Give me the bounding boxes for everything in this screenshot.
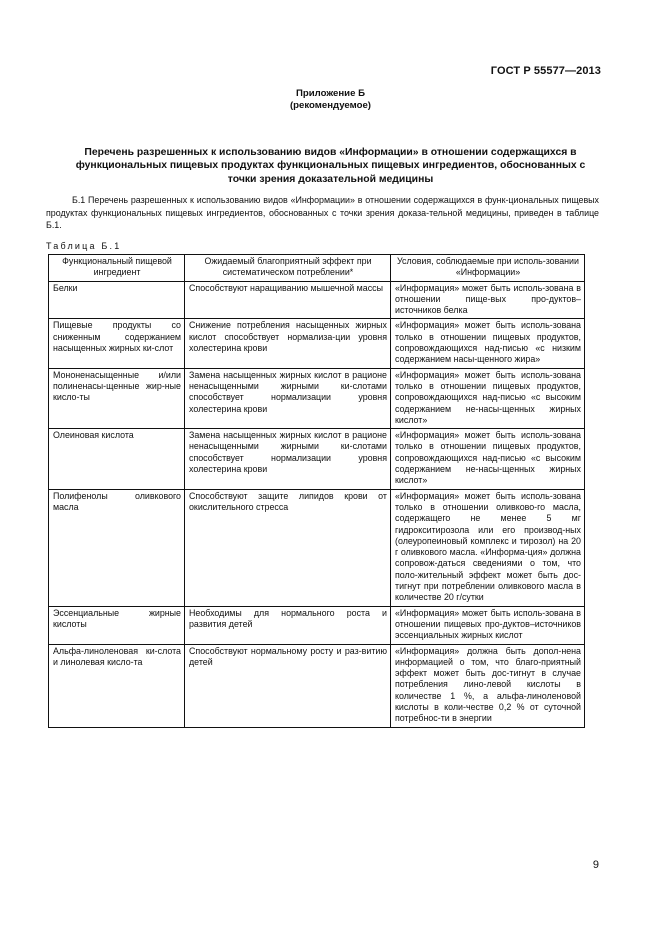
- cell-ingredient: Полифенолы оливкового масла: [49, 489, 185, 606]
- cell-conditions: «Информация» может быть исполь-зована только в отношении пищевых продуктов, сопровождающихся над-писью «с низким содержанием насы-щенного жира»: [391, 319, 585, 368]
- table-header-row: [49, 255, 585, 282]
- page-number: 9: [592, 859, 599, 871]
- table-row: [49, 644, 585, 727]
- table-row: [49, 489, 585, 606]
- cell-conditions: «Информация» должна быть допол-нена информацией о том, что благо-приятный эффект может быть дос-тигнут в случае потребления лино-левой кислоты в количестве 1 %, а альфа-линоленовой кислоты в коли-честве 0,2 % от суточной потребнос-ти в энергии: [391, 644, 585, 727]
- cell-ingredient: Белки: [49, 281, 185, 319]
- cell-effect: Способствуют защите липидов крови от окислительного стресса: [185, 489, 391, 606]
- ingredients-table: [48, 254, 585, 728]
- cell-conditions: «Информация» может быть исполь-зована только в отношении оливково-го масла, содержащего не менее 5 мг гидрокситирозола или его производ-ных (олеуропеиновый комплекс и тирозол) на 20 г оливкового масла. «Информа-ция» должна сопровож-даться сведениями о том, что поло-жительный эффект может быть дос-тигнут при потреблении оливкового масла в количестве 20 г/сутки: [391, 489, 585, 606]
- appendix-subtitle: (рекомендуемое): [289, 100, 371, 112]
- cell-effect: Снижение потребления насыщенных жирных кислот способствует нормализа-ции уровня холестерина крови: [185, 319, 391, 368]
- cell-conditions: «Информация» может быть исполь-зована в отношении пищевых про-дуктов–источников эссенциальных жирных кислот: [391, 606, 585, 644]
- document-code: ГОСТ Р 55577—2013: [490, 65, 601, 77]
- cell-conditions: «Информация» может быть исполь-зована в отношении пище-вых про-дуктов–источников белка: [391, 281, 585, 319]
- cell-effect: Способствуют нормальному росту и раз-витию детей: [185, 644, 391, 727]
- table-row: [49, 606, 585, 644]
- appendix-heading: [0, 88, 661, 113]
- cell-effect: Необходимы для нормального роста и развития детей: [185, 606, 391, 644]
- cell-conditions: «Информация» может быть исполь-зована только в отношении пищевых продуктов, сопровождающихся над-писью «с высоким содержанием не-насы-щенных жирных кислот»: [391, 368, 585, 428]
- cell-conditions: «Информация» может быть исполь-зована только в отношении пищевых продуктов, сопровождающихся над-писью «с высоким содержанием не-насы-щенных жирных кислот»: [391, 429, 585, 489]
- table-row: [49, 319, 585, 368]
- cell-ingredient: Пищевые продукты со сниженным содержанием насыщенных жирных ки-слот: [49, 319, 185, 368]
- cell-ingredient: Олеиновая кислота: [49, 429, 185, 489]
- cell-effect: Замена насыщенных жирных кислот в рационе ненасыщенными жирными ки-слотами способствует нормализации уровня холестерина крови: [185, 429, 391, 489]
- header-conditions: Условия, соблюдаемые при исполь-зовании «Информации»: [391, 255, 585, 282]
- cell-ingredient: Альфа-линоленовая ки-слота и линолевая кисло-та: [49, 644, 185, 727]
- table-row: [49, 368, 585, 428]
- header-effect: Ожидаемый благоприятный эффект при систематическом потреблении*: [185, 255, 391, 282]
- cell-effect: Способствуют наращиванию мышечной массы: [185, 281, 391, 319]
- header-ingredient: Функциональный пищевой ингредиент: [49, 255, 185, 282]
- section-title: Перечень разрешенных к использованию видов «Информации» в отношении содержащихся в функциональных пищевых продуктах функциональных пищевых ингредиентов, обоснованных с точки зрения доказательной медицины: [75, 147, 586, 185]
- intro-paragraph: Б.1 Перечень разрешенных к использованию видов «Информации» в отношении содержащихся в функ-циональных пищевых продуктах функциональных пищевых ингредиентов, обоснованных с точки зрения доказа-тельной медицины, приведен в таблице Б.1.: [46, 195, 599, 231]
- appendix-title: Приложение Б: [296, 88, 365, 99]
- table-row: [49, 281, 585, 319]
- cell-ingredient: Эссенциальные жирные кислоты: [49, 606, 185, 644]
- cell-ingredient: Мононенасыщенные и/или полиненасы-щенные жир-ные кисло-ты: [49, 368, 185, 428]
- cell-effect: Замена насыщенных жирных кислот в рационе ненасыщенными жирными ки-слотами способствует нормализации уровня холестерина крови: [185, 368, 391, 428]
- table-caption: Таблица Б.1: [46, 241, 122, 251]
- table-row: [49, 429, 585, 489]
